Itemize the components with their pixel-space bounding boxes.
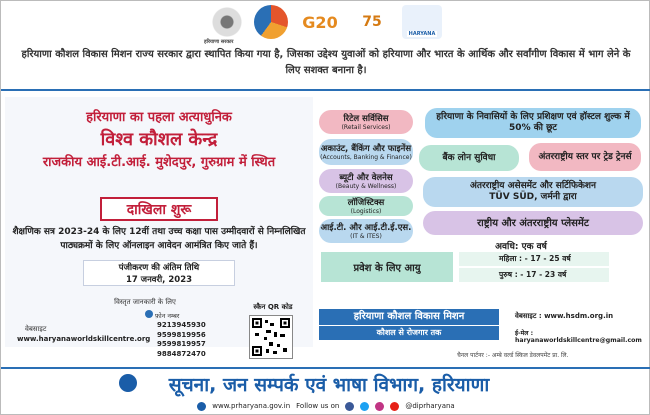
main-heading: विश्व कौशल केन्द्र <box>100 129 218 150</box>
course-beauty <box>319 169 413 193</box>
mission-tagline: कौशल से रोजगार तक <box>319 326 499 340</box>
deadline-date: 17 जनवरी, 2023 <box>125 275 193 285</box>
azadi-logo-icon <box>352 5 392 39</box>
deadline-box <box>83 260 235 286</box>
course-logistics <box>319 196 413 216</box>
phone-number[interactable]: 9884872470 <box>157 349 206 358</box>
course-retail <box>319 110 413 134</box>
course-subtitle: (IT & ITES) <box>350 232 382 240</box>
phone-label: फ़ोन नम्बर <box>155 312 180 320</box>
certification-by: TÜV SÜD, जर्मनी द्वारा <box>489 192 577 202</box>
qr-label: स्कैन QR कोड <box>253 303 293 311</box>
location-heading: राजकीय आई.टी.आई. मुशेदपुर, गुरुग्राम में स्थित <box>42 155 276 170</box>
footer-divider <box>1 367 650 369</box>
course-title: आई.टी. और आई.टी.ई.एस. <box>320 222 412 233</box>
website-label: वेबसाइट <box>25 325 47 333</box>
phone-icon <box>145 310 153 318</box>
duration-text: अवधि: एक वर्ष <box>495 242 547 252</box>
haryana-logo-caption: HARYANA <box>408 31 436 37</box>
course-title: रिटेल सर्विसिस <box>343 113 389 124</box>
sub-heading: हरियाणा का पहला अत्याधुनिक <box>86 110 232 125</box>
mission-name: हरियाणा कौशल विकास मिशन <box>319 309 499 325</box>
course-subtitle: (Beauty & Wellness) <box>335 182 397 190</box>
qr-code-icon[interactable] <box>249 315 293 359</box>
globe-icon <box>197 402 206 411</box>
age-men: पुरुष : - 17 - 23 वर्ष <box>459 268 609 282</box>
skill-mission-logo-icon <box>254 5 288 39</box>
haryana-govt-emblem-icon <box>204 5 244 45</box>
footer-handle[interactable]: @diprharyana <box>405 402 455 410</box>
website-link[interactable]: www.haryanaworldskillcentre.org <box>17 335 151 343</box>
details-label: विस्तृत जानकारी के लिए <box>114 298 176 306</box>
benefit-fee-discount: हरियाणा के निवासियों के लिए प्रशिक्षण एवं हॉस्टल शुल्क में 50% की छूट <box>425 108 641 138</box>
certification-text: अंतरराष्ट्रीय असेसमेंट और सर्टिफिकेशन <box>469 181 596 191</box>
g20-logo-icon <box>298 5 342 39</box>
session-text: शैक्षणिक सत्र 2023-24 के लिए 12वीं तथा उच्च कक्षा पास उम्मीदवारों से निम्नलिखित पाठ्यक्रमों के लिए ऑनलाइन आवेदन आमंत्रित किए जाते हैं। <box>12 227 306 251</box>
deadline-label: पंजीकरण की अंतिम तिथि <box>118 263 200 273</box>
course-subtitle: (Retail Services) <box>341 123 391 131</box>
phone-number[interactable]: 9599819957 <box>157 340 206 348</box>
age-label: प्रवेश के लिए आयु <box>321 252 453 282</box>
benefit-bank-loan: बैंक लोन सुविधा <box>419 145 519 171</box>
channel-partner: चैनल पार्टनर :- अम्बे वर्ल्ड स्किल डेवलपमेंट प्रा. लि. <box>457 352 569 359</box>
phone-number[interactable]: 9213945930 <box>157 321 206 329</box>
course-title: अकाउंट, बैंकिंग और फाइनेंस <box>320 143 412 154</box>
twitter-icon[interactable] <box>360 402 369 411</box>
phone-list <box>157 321 217 359</box>
benefit-certification <box>423 177 643 207</box>
facebook-icon[interactable] <box>345 402 354 411</box>
top-divider <box>1 89 650 91</box>
azadi-text: 75 <box>362 14 382 30</box>
footer-site-link[interactable]: www.prharyana.gov.in <box>212 402 291 410</box>
youtube-icon[interactable] <box>390 402 399 411</box>
left-panel <box>5 97 313 358</box>
course-title: ब्यूटी और वेलनेस <box>339 172 393 183</box>
course-subtitle: (Accounts, Banking & Finance) <box>320 153 412 161</box>
emblem-caption: हरियाणा सरकार <box>204 39 234 45</box>
course-title: लॉजिस्टिक्स <box>347 197 385 208</box>
course-it <box>319 219 413 243</box>
course-subtitle: (Logistics) <box>350 207 382 215</box>
mission-email-link[interactable]: ई-मेल : haryanaworldskillcentre@gmail.com <box>515 330 642 344</box>
instagram-icon[interactable] <box>375 402 384 411</box>
social-bar <box>1 397 650 415</box>
logo-strip <box>1 1 650 43</box>
follow-label: Follow us on <box>296 402 340 410</box>
phone-number[interactable]: 9599819956 <box>157 330 206 339</box>
age-women: महिला : - 17 - 25 वर्ष <box>459 252 609 266</box>
g20-text: G20 <box>302 12 338 32</box>
footer-title: सूचना, जन सम्पर्क एवं भाषा विभाग, हरियाणा <box>168 374 490 396</box>
course-accounts <box>319 139 413 165</box>
admission-open-badge: दाखिला शुरू <box>100 197 218 221</box>
mission-block <box>319 306 647 346</box>
benefit-trainers: अंतरराष्ट्रीय स्तर पर ट्रेड ट्रेनर्स <box>529 143 641 171</box>
haryana-logo-icon <box>402 5 442 39</box>
mission-website-link[interactable]: वेबसाइट : www.hsdm.org.in <box>515 312 614 320</box>
intro-text: हरियाणा कौशल विकास मिशन राज्य सरकार द्वारा स्थापित किया गया है, जिसका उद्देश्य युवाओं को हरियाणा और भारत के आर्थिक और सर्वांगीण विकास में भाग लेने के लिए सशक्त बनाना है। <box>21 49 631 76</box>
qr-code-graphic <box>252 318 290 356</box>
benefit-placement: राष्ट्रीय और अंतरराष्ट्रीय प्लेसमेंट <box>423 211 643 235</box>
